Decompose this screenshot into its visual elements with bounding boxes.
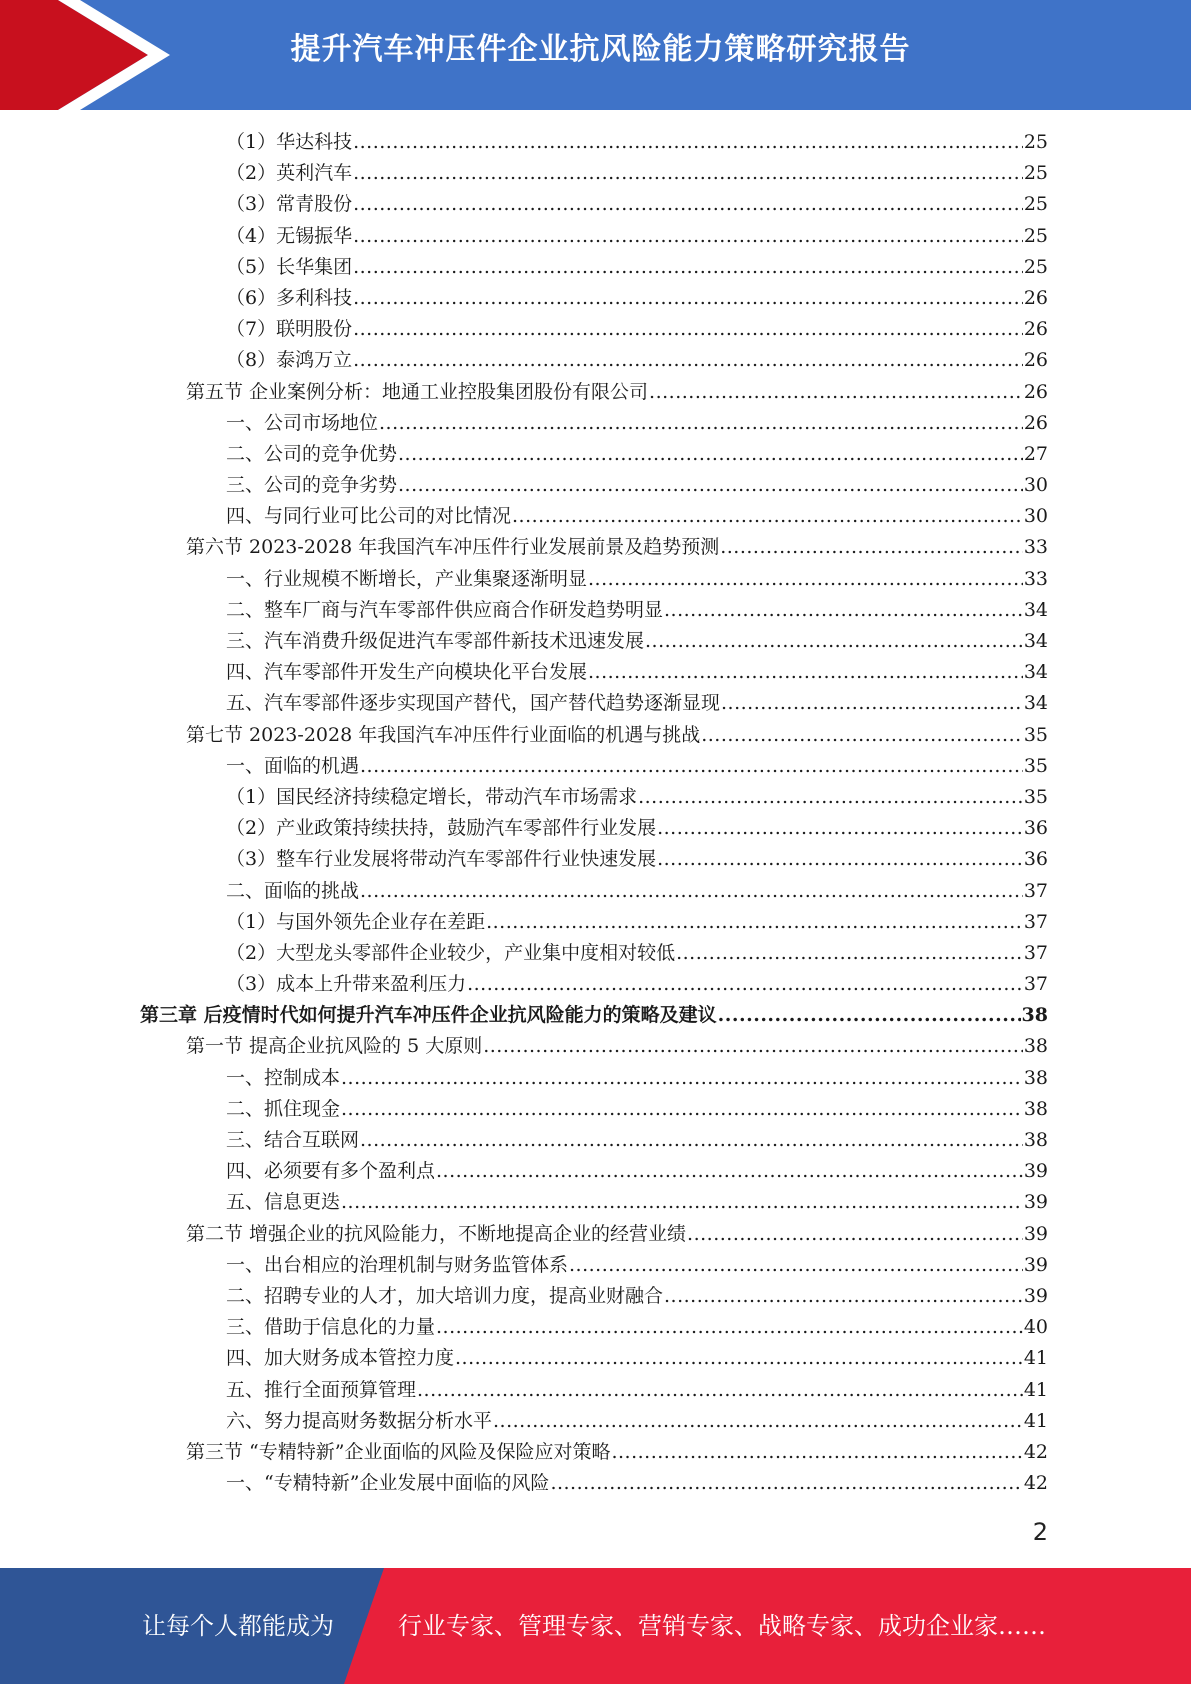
toc-entry[interactable] [140, 1375, 1048, 1406]
toc-entry-page: 33 [1023, 567, 1048, 590]
toc-entry-title: （5）长华集团 [226, 255, 353, 278]
toc-entry-page: 42 [1023, 1440, 1048, 1463]
toc-entry-title: （2）产业政策持续扶持，鼓励汽车零部件行业发展 [226, 817, 657, 840]
toc-dot-leader [483, 1035, 1023, 1057]
toc-dot-leader [353, 349, 1023, 371]
toc-entry-page: 26 [1023, 286, 1048, 309]
toc-dot-leader [353, 131, 1023, 153]
toc-entry-title: 五、推行全面预算管理 [226, 1378, 417, 1401]
toc-entry-page: 25 [1023, 255, 1048, 278]
toc-entry[interactable] [140, 1000, 1048, 1031]
toc-entry-page: 35 [1023, 754, 1048, 777]
toc-entry-title: （6）多利科技 [226, 286, 353, 309]
toc-dot-leader [676, 942, 1023, 964]
toc-dot-leader [493, 1410, 1023, 1432]
toc-entry[interactable] [140, 345, 1048, 376]
toc-entry-page: 34 [1023, 630, 1048, 652]
toc-entry[interactable] [140, 439, 1048, 470]
toc-entry-title: （4）无锡振华 [226, 224, 353, 247]
toc-dot-leader [467, 973, 1023, 995]
toc-dot-leader [664, 1285, 1023, 1307]
toc-entry-title: 四、与同行业可比公司的对比情况 [226, 505, 512, 528]
toc-entry-title: （7）联明股份 [226, 318, 353, 341]
footer-slogan-right: 行业专家、管理专家、营销专家、战略专家、成功企业家…… [398, 1612, 1046, 1640]
toc-entry-page: 38 [1023, 1066, 1048, 1089]
toc-entry-title: 五、汽车零部件逐步实现国产替代，国产替代趋势逐渐显现 [226, 692, 721, 715]
toc-dot-leader [649, 381, 1023, 403]
toc-entry[interactable] [140, 221, 1048, 252]
toc-entry-title: 二、公司的竞争优势 [226, 442, 398, 465]
toc-entry-page: 36 [1023, 848, 1048, 871]
toc-entry-page: 33 [1023, 536, 1048, 559]
document-title: 提升汽车冲压件企业抗风险能力策略研究报告 [290, 32, 911, 67]
toc-entry-page: 42 [1023, 1472, 1048, 1495]
toc-entry-page: 41 [1023, 1378, 1048, 1401]
toc-entry-page: 34 [1023, 661, 1048, 684]
toc-entry[interactable] [140, 564, 1048, 595]
toc-entry-page: 26 [1023, 411, 1048, 434]
toc-entry-title: 第一节 提高企业抗风险的 5 大原则 [186, 1035, 483, 1058]
toc-dot-leader [353, 287, 1023, 309]
toc-dot-leader [718, 1004, 1021, 1026]
toc-entry-page: 38 [1023, 1129, 1048, 1151]
toc-entry[interactable] [140, 595, 1048, 626]
toc-dot-leader [720, 536, 1023, 558]
toc-entry-title: （1）国民经济持续稳定增长，带动汽车市场需求 [226, 785, 638, 808]
toc-entry[interactable] [140, 938, 1048, 969]
toc-entry-page: 25 [1023, 224, 1048, 247]
toc-entry-page: 38 [1023, 1097, 1048, 1120]
toc-entry-title: 第六节 2023-2028 年我国汽车冲压件行业发展前景及趋势预测 [186, 536, 720, 559]
toc-dot-leader [687, 1223, 1023, 1245]
toc-entry-title: 二、面临的挑战 [226, 879, 360, 902]
toc-entry-title: 二、整车厂商与汽车零部件供应商合作研发趋势明显 [226, 598, 664, 621]
toc-entry-page: 39 [1023, 1284, 1048, 1307]
page-footer [0, 1568, 1191, 1684]
toc-entry-title: 三、借助于信息化的力量 [226, 1316, 436, 1339]
toc-entry-title: （3）整车行业发展将带动汽车零部件行业快速发展 [226, 848, 657, 871]
toc-entry-page: 25 [1023, 193, 1048, 216]
toc-entry[interactable] [140, 408, 1048, 439]
toc-entry[interactable] [140, 1094, 1048, 1125]
toc-dot-leader [611, 1441, 1022, 1463]
toc-entry-title: 第七节 2023-2028 年我国汽车冲压件行业面临的机遇与挑战 [186, 723, 701, 746]
toc-entry-title: 一、行业规模不断增长，产业集聚逐渐明显 [226, 567, 588, 590]
toc-entry[interactable] [140, 720, 1048, 751]
toc-entry[interactable] [140, 252, 1048, 283]
toc-entry-page: 35 [1023, 785, 1048, 808]
page-header [0, 0, 1191, 110]
toc-entry[interactable] [140, 844, 1048, 875]
footer-slogan-left: 让每个人都能成为 [142, 1612, 334, 1640]
toc-entry[interactable] [140, 1063, 1048, 1094]
toc-dot-leader [360, 1129, 1023, 1151]
toc-entry-page: 39 [1023, 1253, 1048, 1276]
toc-entry-page: 34 [1023, 692, 1048, 715]
toc-entry[interactable] [140, 189, 1048, 220]
toc-dot-leader [436, 1160, 1023, 1182]
toc-dot-leader [569, 1254, 1023, 1276]
toc-dot-leader [455, 1347, 1023, 1369]
table-of-contents [140, 127, 1048, 1499]
toc-entry-page: 36 [1023, 817, 1048, 840]
toc-entry-title: （1）与国外领先企业存在差距 [226, 910, 486, 933]
toc-dot-leader [701, 724, 1023, 746]
toc-entry-page: 37 [1023, 973, 1048, 996]
toc-entry-title: 一、公司市场地位 [226, 411, 379, 434]
toc-dot-leader [353, 193, 1023, 215]
toc-entry-title: （3）成本上升带来盈利压力 [226, 973, 467, 996]
toc-entry[interactable] [140, 127, 1048, 158]
toc-entry[interactable] [140, 1250, 1048, 1281]
toc-entry[interactable] [140, 377, 1048, 408]
toc-entry[interactable] [140, 1281, 1048, 1312]
toc-entry[interactable] [140, 688, 1048, 719]
toc-entry-title: 四、必须要有多个盈利点 [226, 1160, 436, 1183]
toc-entry-title: （3）常青股份 [226, 193, 353, 216]
toc-entry[interactable] [140, 1125, 1048, 1156]
toc-entry[interactable] [140, 626, 1048, 657]
toc-entry-title: 二、招聘专业的人才，加大培训力度，提高业财融合 [226, 1284, 664, 1307]
toc-entry-page: 37 [1023, 941, 1048, 964]
toc-dot-leader [645, 630, 1023, 652]
toc-entry[interactable] [140, 751, 1048, 782]
toc-entry[interactable] [140, 314, 1048, 345]
toc-dot-leader [721, 692, 1023, 714]
toc-entry[interactable] [140, 470, 1048, 501]
toc-entry-page: 37 [1023, 910, 1048, 933]
toc-entry-title: 一、控制成本 [226, 1066, 341, 1089]
toc-entry-page: 39 [1023, 1222, 1048, 1245]
toc-entry-page: 41 [1023, 1409, 1048, 1432]
toc-entry-title: （2）大型龙头零部件企业较少，产业集中度相对较低 [226, 941, 676, 964]
toc-entry-title: 第三章 后疫情时代如何提升汽车冲压件企业抗风险能力的策略及建议 [140, 1004, 717, 1027]
toc-entry-title: （2）英利汽车 [226, 162, 353, 185]
toc-dot-leader [379, 412, 1023, 434]
toc-dot-leader [360, 880, 1023, 902]
toc-entry[interactable] [140, 283, 1048, 314]
toc-entry-page: 35 [1023, 723, 1048, 746]
toc-entry-title: 一、“专精特新”企业发展中面临的风险 [226, 1472, 550, 1495]
toc-entry[interactable] [140, 1187, 1048, 1218]
toc-entry[interactable] [140, 501, 1048, 532]
toc-entry[interactable] [140, 1312, 1048, 1343]
toc-dot-leader [638, 786, 1023, 808]
toc-entry-page: 30 [1023, 505, 1048, 528]
toc-entry-title: 四、加大财务成本管控力度 [226, 1347, 455, 1370]
toc-entry-title: 第五节 企业案例分析：地通工业控股集团股份有限公司 [186, 380, 649, 403]
toc-entry-page: 38 [1021, 1004, 1048, 1027]
toc-dot-leader [550, 1472, 1022, 1494]
toc-entry-page: 26 [1023, 380, 1048, 403]
toc-entry[interactable] [140, 969, 1048, 1000]
toc-dot-leader [512, 505, 1023, 527]
toc-dot-leader [657, 817, 1023, 839]
toc-entry-page: 41 [1023, 1347, 1048, 1370]
toc-entry[interactable] [140, 1468, 1048, 1499]
toc-entry[interactable] [140, 657, 1048, 688]
toc-entry-title: 三、公司的竞争劣势 [226, 474, 398, 497]
toc-entry[interactable] [140, 1343, 1048, 1374]
toc-entry-title: 五、信息更迭 [226, 1191, 341, 1214]
page-number: 2 [1032, 1518, 1048, 1546]
toc-entry-page: 34 [1023, 598, 1048, 621]
toc-entry-page: 38 [1023, 1035, 1048, 1058]
toc-entry[interactable] [140, 907, 1048, 938]
toc-dot-leader [353, 225, 1023, 247]
toc-entry-title: 三、结合互联网 [226, 1129, 360, 1151]
toc-entry-title: （8）泰鸿万立 [226, 349, 353, 372]
toc-dot-leader [353, 162, 1023, 184]
toc-entry-title: 二、抓住现金 [226, 1097, 341, 1120]
toc-dot-leader [360, 755, 1023, 777]
toc-dot-leader [664, 599, 1023, 621]
toc-entry-title: 一、面临的机遇 [226, 754, 360, 777]
toc-entry[interactable] [140, 782, 1048, 813]
toc-entry-page: 37 [1023, 879, 1048, 902]
toc-entry[interactable] [140, 1437, 1048, 1468]
toc-dot-leader [341, 1191, 1023, 1213]
toc-entry[interactable] [140, 876, 1048, 907]
toc-entry[interactable] [140, 1031, 1048, 1062]
toc-entry[interactable] [140, 1406, 1048, 1437]
toc-entry-page: 26 [1023, 349, 1048, 372]
toc-entry-title: 第三节 “专精特新”企业面临的风险及保险应对策略 [186, 1440, 611, 1463]
toc-dot-leader [353, 318, 1023, 340]
toc-entry[interactable] [140, 1219, 1048, 1250]
toc-entry-title: （1）华达科技 [226, 131, 353, 153]
toc-entry[interactable] [140, 813, 1048, 844]
toc-entry[interactable] [140, 532, 1048, 563]
toc-entry-title: 三、汽车消费升级促进汽车零部件新技术迅速发展 [226, 630, 645, 652]
toc-entry-title: 四、汽车零部件开发生产向模块化平台发展 [226, 661, 588, 684]
toc-dot-leader [588, 661, 1023, 683]
toc-dot-leader [657, 848, 1023, 870]
toc-dot-leader [341, 1067, 1023, 1089]
toc-entry-page: 26 [1023, 318, 1048, 341]
toc-entry-page: 30 [1023, 474, 1048, 497]
toc-dot-leader [353, 256, 1023, 278]
toc-entry-page: 25 [1023, 131, 1048, 153]
toc-entry-page: 39 [1023, 1160, 1048, 1183]
toc-entry-title: 第二节 增强企业的抗风险能力，不断地提高企业的经营业绩 [186, 1222, 687, 1245]
toc-entry-page: 27 [1023, 442, 1048, 465]
toc-dot-leader [398, 474, 1023, 496]
toc-entry-page: 25 [1023, 162, 1048, 185]
toc-entry-page: 39 [1023, 1191, 1048, 1214]
toc-dot-leader [417, 1379, 1023, 1401]
toc-dot-leader [398, 443, 1023, 465]
toc-entry-title: 一、出台相应的治理机制与财务监管体系 [226, 1253, 569, 1276]
toc-entry-page: 40 [1023, 1316, 1048, 1339]
toc-entry[interactable] [140, 1156, 1048, 1187]
toc-dot-leader [436, 1316, 1023, 1338]
toc-entry[interactable] [140, 158, 1048, 189]
toc-dot-leader [486, 911, 1023, 933]
toc-entry-title: 六、努力提高财务数据分析水平 [226, 1409, 493, 1432]
toc-dot-leader [341, 1098, 1023, 1120]
toc-dot-leader [588, 568, 1023, 590]
